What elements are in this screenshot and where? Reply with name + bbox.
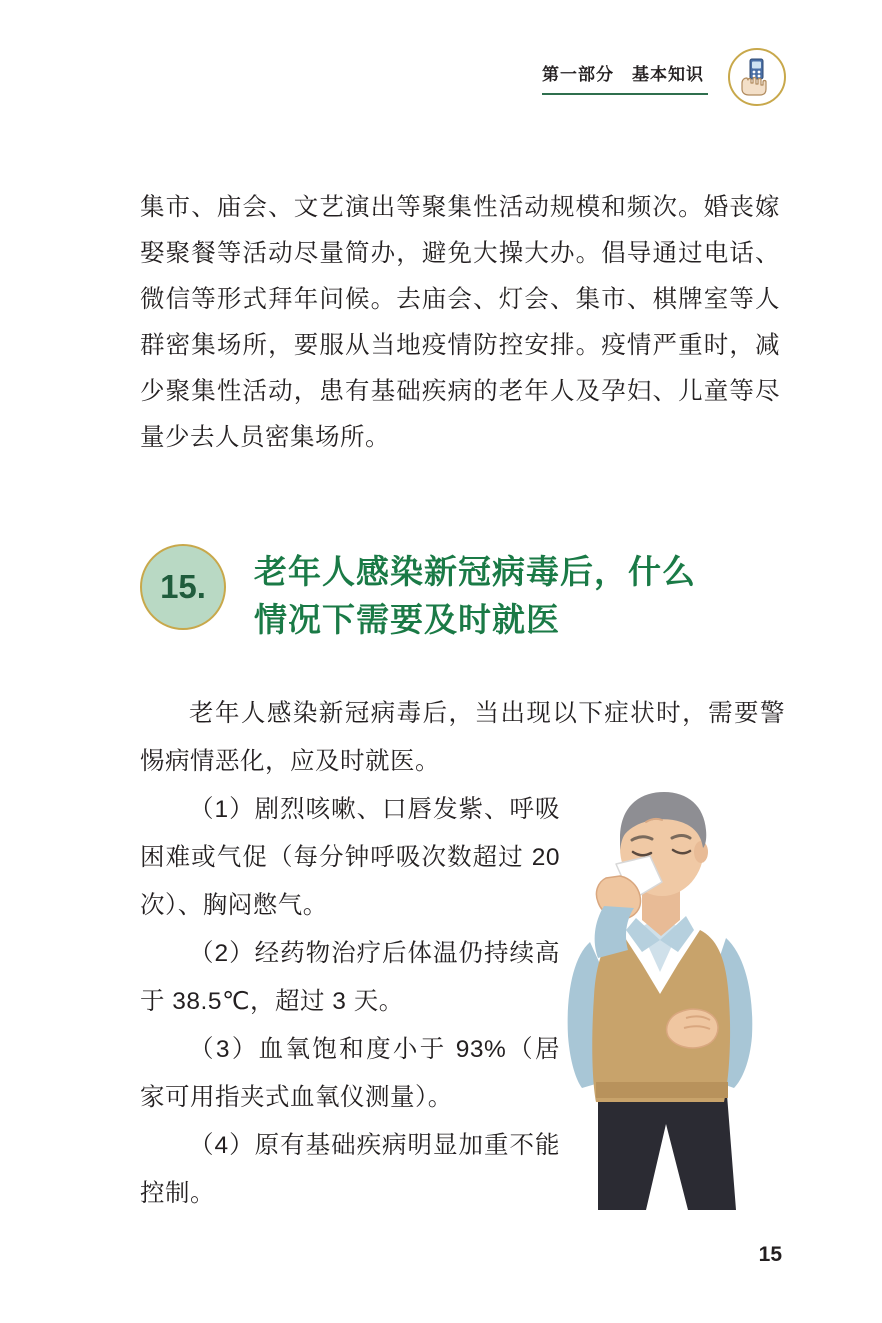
page-number: 15: [758, 1243, 782, 1266]
lower-item-4: （4）原有基础疾病明显加重不能控制。: [140, 1132, 560, 1207]
header-section-title: 第一部分 基本知识: [542, 60, 708, 95]
top-paragraph-block: [140, 185, 780, 461]
lower-item-1: （1）剧烈咳嗽、口唇发紫、呼吸困难或气促（每分钟呼吸次数超过 20 次）、胸闷憋气。: [140, 796, 560, 919]
page-header: [542, 48, 786, 106]
section-title: [254, 540, 696, 644]
section-number-badge: 15.: [140, 544, 226, 630]
elderly-man-coughing-illustration: [520, 782, 800, 1212]
section-heading: [140, 540, 790, 644]
lower-item-3: （3）血氧饱和度小于 93%（居家可用指夹式血氧仪测量）。: [140, 1036, 560, 1111]
lower-item-2: （2）经药物治疗后体温仍持续高于 38.5℃，超过 3 天。: [140, 940, 560, 1015]
lower-intro-paragraph: 老年人感染新冠病毒后，当出现以下症状时，需要警惕病情恶化，应及时就医。: [140, 700, 785, 775]
section-title-line-1: 老年人感染新冠病毒后，什么: [254, 553, 696, 590]
hand-holding-thermometer-icon: [728, 48, 786, 106]
section-title-line-2: 情况下需要及时就医: [254, 601, 560, 638]
paragraph-continuation: 集市、庙会、文艺演出等聚集性活动规模和频次。婚丧嫁娶聚餐等活动尽量简办，避免大操大办。倡导通过电话、微信等形式拜年问候。去庙会、灯会、集市、棋牌室等人群密集场所，要服从当地疫情防控安排。疫情严重时，减少聚集性活动，患有基础疾病的老年人及孕妇、儿童等尽量少去人员密集场所。: [140, 194, 780, 451]
